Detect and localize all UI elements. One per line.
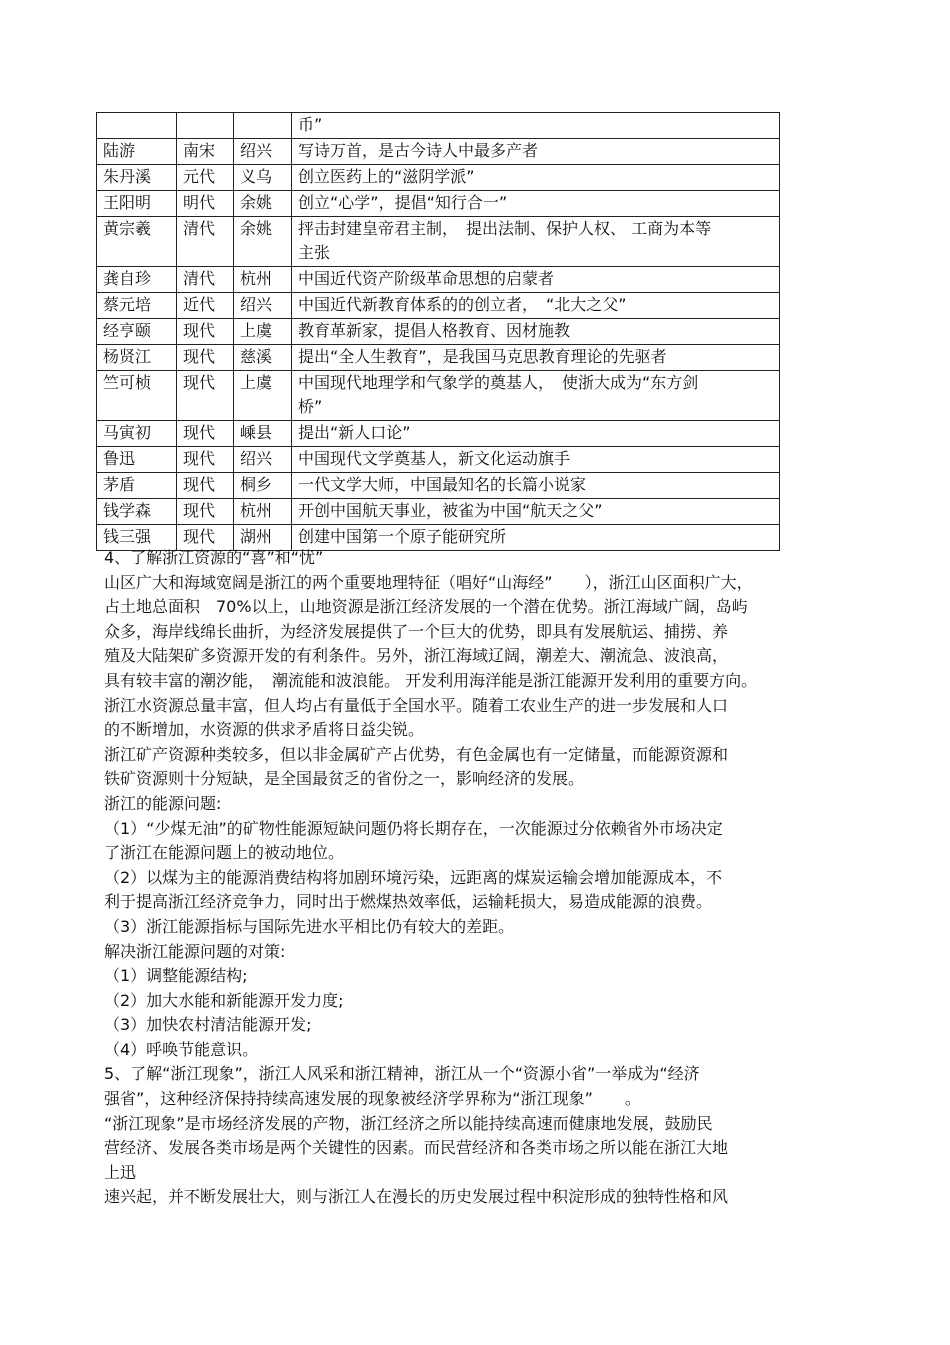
era-cell: 现代 [177,447,234,473]
text-line: （3）浙江能源指标与国际先进水平相比仍有较大的差距。 [104,916,515,936]
era-cell: 清代 [177,217,234,267]
text-line: 解决浙江能源问题的对策: [104,941,286,961]
name-cell: 马寅初 [97,421,177,447]
description-cell: 中国近代新教育体系的的创立者， “北大之父” [292,293,780,319]
description-cell: 中国现代地理学和气象学的奠基人， 使浙大成为“东方剑 桥” [292,371,780,421]
name-cell: 朱丹溪 [97,165,177,191]
place-cell: 余姚 [234,217,292,267]
text-line: （3）加快农村清洁能源开发; [104,1015,312,1035]
place-cell: 嵊县 [234,421,292,447]
description-cell: 开创中国航天事业，被雀为中国“航天之父” [292,499,780,525]
era-cell: 现代 [177,345,234,371]
place-cell [234,113,292,139]
era-cell: 明代 [177,191,234,217]
text-line: 营经济、发展各类市场是两个关键性的因素。而民营经济和各类市场之所以能在浙江大地 [104,1138,729,1158]
place-cell: 桐乡 [234,473,292,499]
place-cell: 绍兴 [234,139,292,165]
description-cell: 抨击封建皇帝君主制， 提出法制、保护人权、 工商为本等 主张 [292,217,780,267]
era-cell: 现代 [177,319,234,345]
place-cell: 绍兴 [234,447,292,473]
text-line: 殖及大陆架矿多资源开发的有利条件。另外，浙江海域辽阔，潮差大、潮流急、波浪高， [104,646,729,666]
table-row [97,319,780,345]
era-cell: 现代 [177,525,234,551]
place-cell: 义乌 [234,165,292,191]
text-line: 铁矿资源则十分短缺，是全国最贫乏的省份之一，影响经济的发展。 [104,769,585,789]
table-row [97,345,780,371]
era-cell: 元代 [177,165,234,191]
name-cell: 蔡元培 [97,293,177,319]
text-line: （2）以煤为主的能源消费结构将加剧环境污染，远距离的煤炭运输会增加能源成本，不 [104,867,723,887]
place-cell: 余姚 [234,191,292,217]
table-row [97,447,780,473]
body-text [104,546,844,1210]
description-cell: 创立医药上的“滋阴学派” [292,165,780,191]
table-row [97,139,780,165]
text-line: “浙江现象”是市场经济发展的产物，浙江经济之所以能持续高速而健康地发展，鼓励民 [104,1113,713,1133]
description-cell: 一代文学大师，中国最知名的长篇小说家 [292,473,780,499]
text-line: 占土地总面积 70%以上，山地资源是浙江经济发展的一个潜在优势。浙江海域广阔，岛屿 [104,597,748,617]
description-cell: 创立“心学”，提倡“知行合一” [292,191,780,217]
name-cell: 茅盾 [97,473,177,499]
text-line: 上迅 [104,1162,137,1182]
table-row [97,113,780,139]
text-line: 利于提高浙江经济竞争力，同时出于燃煤热效率低，运输耗损大，易造成能源的浪费。 [104,892,713,912]
description-cell: 币” [292,113,780,139]
place-cell: 绍兴 [234,293,292,319]
name-cell: 经亨颐 [97,319,177,345]
table-row [97,165,780,191]
name-cell: 陆游 [97,139,177,165]
description-cell: 教育革新家，提倡人格教育、因材施教 [292,319,780,345]
text-line: 5、了解“浙江现象”，浙江人风采和浙江精神，浙江从一个“资源小省”一举成为“经济 [104,1064,700,1084]
place-cell: 杭州 [234,267,292,293]
text-line: （1）调整能源结构; [104,966,248,986]
era-cell [177,113,234,139]
text-line: 4、了解浙江资源的“喜”和“忧” [104,548,324,567]
text-line: （2）加大水能和新能源开发力度; [104,990,344,1010]
name-cell: 黄宗羲 [97,217,177,267]
text-line: 强省”，这种经济保持持续高速发展的现象被经济学界称为“浙江现象” 。 [104,1089,641,1109]
era-cell: 现代 [177,371,234,421]
text-line: （1）“少煤无油”的矿物性能源短缺问题仍将长期存在，一次能源过分依赖省外市场决定 [104,818,723,838]
name-cell: 王阳明 [97,191,177,217]
description-cell: 提出“新人口论” [292,421,780,447]
text-line: 了浙江在能源问题上的被动地位。 [104,843,345,863]
description-cell: 中国近代资产阶级革命思想的启蒙者 [292,267,780,293]
name-cell: 杨贤江 [97,345,177,371]
table-body [97,113,780,551]
description-cell: 中国现代文学奠基人，新文化运动旗手 [292,447,780,473]
text-line: 浙江水资源总量丰富，但人均占有量低于全国水平。随着工农业生产的进一步发展和人口 [104,695,729,715]
table-row [97,191,780,217]
era-cell: 现代 [177,473,234,499]
era-cell: 清代 [177,267,234,293]
name-cell: 钱学森 [97,499,177,525]
era-cell: 现代 [177,421,234,447]
text-line: 速兴起，并不断发展壮大，则与浙江人在漫长的历史发展过程中积淀形成的独特性格和风 [104,1187,729,1207]
text-line: （4）呼唤节能意识。 [104,1039,259,1059]
text-line: 具有较丰富的潮汐能， 潮流能和波浪能。 开发利用海洋能是浙江能源开发利用的重要方向。 [104,670,758,690]
place-cell: 杭州 [234,499,292,525]
place-cell: 上虞 [234,319,292,345]
text-line: 浙江矿产资源种类较多，但以非金属矿产占优势，有色金属也有一定储量，而能源资源和 [104,744,729,764]
table-row [97,371,780,421]
description-cell: 写诗万首，是古今诗人中最多产者 [292,139,780,165]
place-cell: 湖州 [234,525,292,551]
text-line: 众多，海岸线绵长曲折，为经济发展提供了一个巨大的优势，即具有发展航运、捕捞、养 [104,621,729,641]
name-cell: 鲁迅 [97,447,177,473]
description-cell: 提出“全人生教育”，是我国马克思教育理论的先驱者 [292,345,780,371]
place-cell: 慈溪 [234,345,292,371]
place-cell: 上虞 [234,371,292,421]
text-line: 浙江的能源问题: [104,793,222,813]
name-cell [97,113,177,139]
historical-figures-table [96,112,780,551]
text-line: 的不断增加，水资源的供求矛盾将日益尖锐。 [104,720,425,740]
table-row [97,499,780,525]
name-cell: 龚自珍 [97,267,177,293]
name-cell: 钱三强 [97,525,177,551]
era-cell: 南宋 [177,139,234,165]
era-cell: 现代 [177,499,234,525]
name-cell: 竺可桢 [97,371,177,421]
era-cell: 近代 [177,293,234,319]
table-row [97,473,780,499]
table-row [97,267,780,293]
table-row [97,217,780,267]
table-row [97,293,780,319]
table-row [97,421,780,447]
description-cell: 创建中国第一个原子能研究所 [292,525,780,551]
text-line: 山区广大和海域宽阔是浙江的两个重要地理特征（唱好“山海经” ），浙江山区面积广大， [104,572,753,592]
